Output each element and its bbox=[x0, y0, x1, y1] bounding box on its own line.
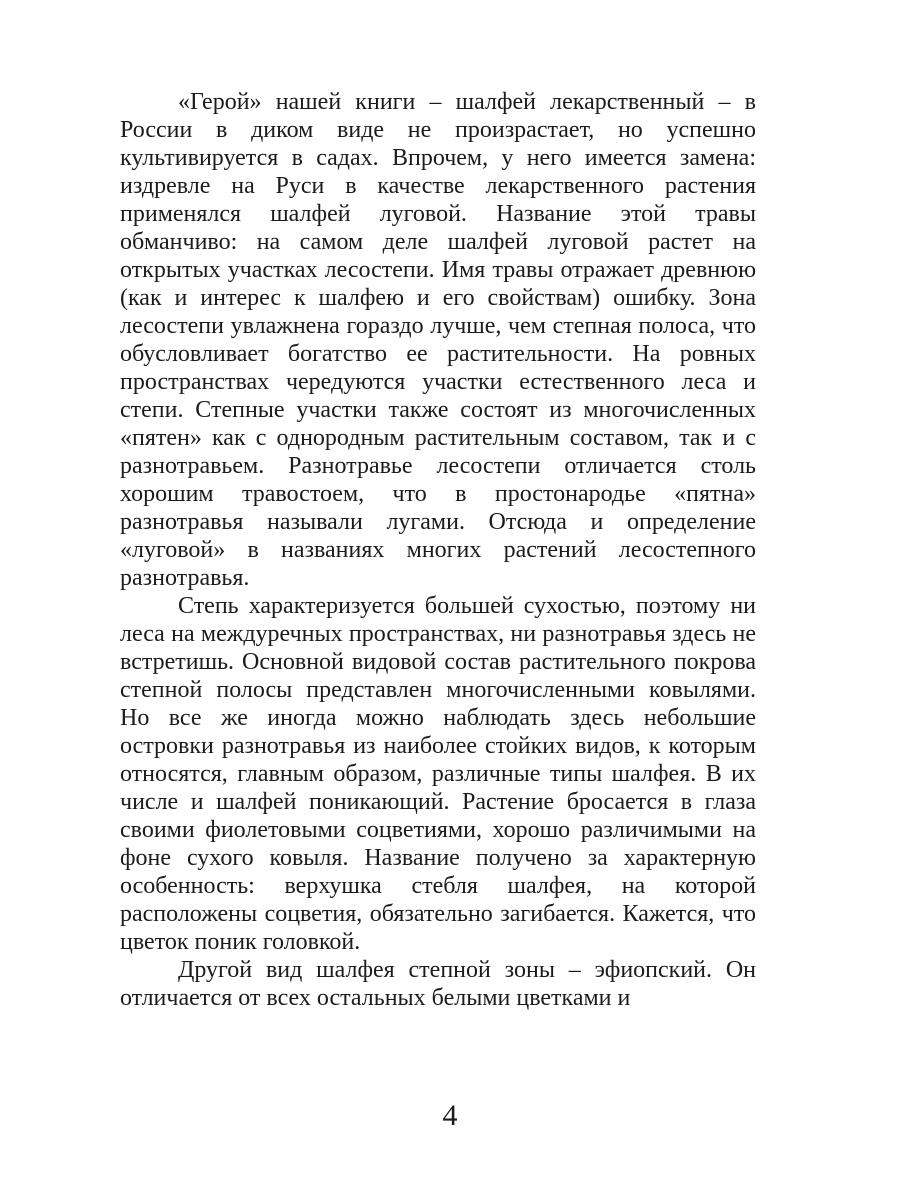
paragraph-3: Другой вид шалфея степной зоны – эфиопский. Он отличается от всех остальных белыми цветками и bbox=[120, 957, 756, 1011]
page-number: 4 bbox=[442, 1099, 458, 1132]
paragraph-2: Степь характеризуется большей сухостью, поэтому ни леса на междуречных пространствах, ни разнотравья здесь не встретишь. Основной видовой состав растительного покрова степной полосы представлен многочисленными ковылями. Но все же иногда можно наблюдать здесь небольшие островки разнотравья из наиболее стойких видов, к которым относятся, главным образом, различные типы шалфея. В их числе и шалфей поникающий. Растение бросается в глаза своими фиолетовыми соцветиями, хорошо различимыми на фоне сухого ковыля. Название получено за характерную особенность: верхушка стебля шалфея, на которой расположены соцветия, обязательно загибается. Кажется, что цветок поник головкой. bbox=[120, 593, 756, 955]
body-text bbox=[120, 88, 756, 1012]
paragraph-1: «Герой» нашей книги – шалфей лекарственный – в России в диком виде не произрастает, но успешно культивируется в садах. Впрочем, у него имеется замена: издревле на Руси в качестве лекарственного растения применялся шалфей луговой. Название этой травы обманчиво: на самом деле шалфей луговой растет на открытых участках лесостепи. Имя травы отражает древнюю (как и интерес к шалфею и его свойствам) ошибку. Зона лесостепи увлажнена гораздо лучше, чем степная полоса, что обусловливает богатство ее растительности. На ровных пространствах чередуются участки естественного леса и степи. Степные участки также состоят из многочисленных «пятен» как с однородным растительным составом, так и с разнотравьем. Разнотравье лесостепи отличается столь хорошим травостоем, что в простонародье «пятна» разнотравья называли лугами. Отсюда и определение «луговой» в названиях многих растений лесостепного разнотравья. bbox=[120, 89, 756, 591]
